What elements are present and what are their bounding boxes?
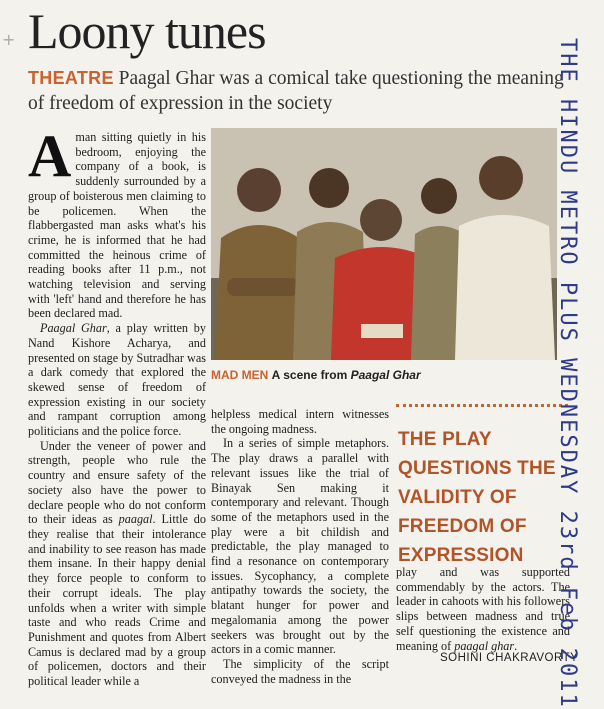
paragraph-3-end: . Little do they realise that their intolerance and inability to see reason has made them insane. In their happy denial they force people to conform to their corrupt ideals. The play unfolds when a writer with simple taste and who reads Crime and Punishment and quotes from Albert Camus is declared mad by a group of policemen, doctors and their political leader while a xyxy=(28,512,206,689)
actors-illustration xyxy=(211,128,557,360)
article-column-3 xyxy=(396,565,570,653)
standfirst xyxy=(28,66,568,116)
photo-caption xyxy=(211,368,557,382)
italic-play-title: paagal ghar xyxy=(454,638,515,653)
dropcap: A xyxy=(28,123,72,189)
handwritten-note-text: THE HINDU METRO PLUS WEDNESDAY 23rd Feb 2011 xyxy=(555,38,580,709)
standfirst-text: Paagal Ghar was a comical take questioning the meaning of freedom of expression in the society xyxy=(28,68,564,114)
italic-word: paagal xyxy=(118,512,153,527)
play-title: Paagal Ghar xyxy=(40,321,107,336)
paragraph-5-continued xyxy=(396,565,570,653)
play-scene-photo xyxy=(211,128,557,360)
article-column-1 xyxy=(28,123,206,689)
headline: Loony tunes xyxy=(28,3,266,59)
paragraph-5-continued-text: play and was supported commendably by the actors. The leader in cahoots with his followers slips between madness and true self questioning the existence and meaning of xyxy=(396,565,570,653)
registration-mark-icon: + xyxy=(2,30,16,49)
paragraph-5: The simplicity of the script conveyed the madness in the xyxy=(211,656,389,686)
caption-play-title: Paagal Ghar xyxy=(350,368,421,382)
pull-quote xyxy=(396,404,568,566)
paragraph-2 xyxy=(28,321,206,439)
paragraph-3-continued: helpless medical intern witnesses the ongoing madness. xyxy=(211,407,389,436)
article-column-2 xyxy=(211,407,389,686)
paragraph-3 xyxy=(28,439,206,689)
handwritten-note xyxy=(555,38,602,709)
paragraph-5-end: . xyxy=(514,638,518,653)
paragraph-2-text: , a play written by Nand Kishore Acharya, and presented on stage by Sutradhar was a dark comedy that explored the skewed sense of freedom of expression existing in our society and rampant corruption among politicians and the police force. xyxy=(28,321,206,439)
paragraph-3-start: Under the veneer of power and strength, people who rule the country and ensure safety of the society also have the power to declare people who do not conform to their ideas as xyxy=(28,438,206,527)
paragraph-1-text: man sitting quietly in his bedroom, enjoying the company of a book, is suddenly surrounded by a group of boisterous men claiming to be policemen. When the flabbergasted man asks what's his crime, he is informed that he had committed the heinous crime of reading books after 11 p.m., not watching television and serving with 'left' hand and therefore he has been declared mad. xyxy=(28,130,206,321)
pull-quote-text: THE PLAY QUESTIONS THE VALIDITY OF FREEDOM OF EXPRESSION xyxy=(398,429,556,566)
caption-lead: A scene from xyxy=(271,368,351,382)
section-kicker: THEATRE xyxy=(28,68,114,88)
paragraph-4: In a series of simple metaphors. The play draws a parallel with relevant issues like the trial of Binayak Sen making it contemporary and relevant. Though some of the metaphors used in the play were a bit childish and predictable, the play managed to find a resonance on contemporary issues. Sycophancy, a complete antipathy towards the society, the blatant hunger for power and megalomania among the power seekers was brought out by the actors in a comic manner. xyxy=(211,436,389,657)
caption-tag: MAD MEN xyxy=(211,368,269,382)
paragraph-1 xyxy=(28,123,206,321)
byline: SOHINI CHAKRAVORTY xyxy=(440,652,579,664)
